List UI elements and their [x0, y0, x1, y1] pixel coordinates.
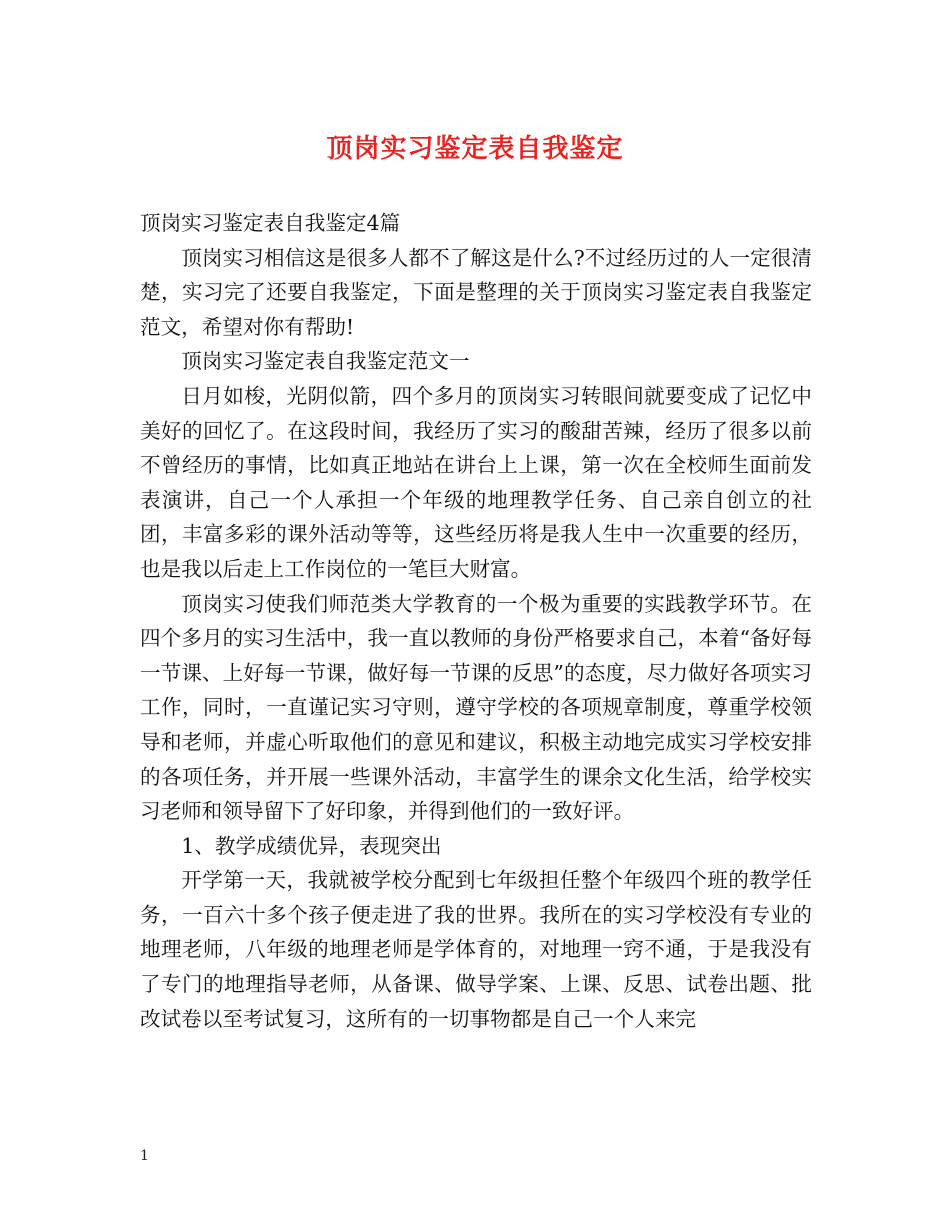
- subsection-heading: 1、教学成绩优异，表现突出: [181, 833, 442, 858]
- body-paragraph: 顶岗实习使我们师范类大学教育的一个极为重要的实践教学环节。在四个多月的实习生活中，我一直以教师的身份严格要求自己，本着“备好每一节课、上好每一节课，做好每一节课的反思”的态度，尽力做好各项实习工作，同时，一直谨记实习守则，遵守学校的各项规章制度，尊重学校领导和老师，并虚心听取他们的意见和建议，积极主动地完成实习学校安排的各项任务，并开展一些课外活动，丰富学生的课余文化生活，给学校实习老师和领导留下了好印象，并得到他们的一致好评。: [140, 591, 812, 824]
- document-title: 顶岗实习鉴定表自我鉴定: [326, 134, 624, 164]
- subtitle-line: 顶岗实习鉴定表自我鉴定4篇: [140, 211, 401, 235]
- body-paragraph: 日月如梭，光阴似箭，四个多月的顶岗实习转眼间就要变成了记忆中美好的回忆了。在这段时间，我经历了实习的酸甜苦辣，经历了很多以前不曾经历的事情，比如真正地站在讲台上上课，第一次在全校师生面前发表演讲，自己一个人承担一个年级的地理教学任务、自己亲自创立的社团，丰富多彩的课外活动等等，这些经历将是我人生中一次重要的经历，也是我以后走上工作岗位的一笔巨大财富。: [140, 383, 812, 581]
- document-body: [140, 206, 812, 1036]
- page-number: 1: [140, 1148, 149, 1164]
- intro-paragraph: 顶岗实习相信这是很多人都不了解这是什么?不过经历过的人一定很清楚，实习完了还要自我鉴定，下面是整理的关于顶岗实习鉴定表自我鉴定范文，希望对你有帮助!: [140, 245, 812, 339]
- body-paragraph: 开学第一天，我就被学校分配到七年级担任整个年级四个班的教学任务，一百六十多个孩子便走进了我的世界。我所在的实习学校没有专业的地理老师，八年级的地理老师是学体育的，对地理一窍不通，于是我没有了专门的地理指导老师，从备课、做导学案、上课、反思、试卷出题、批改试卷以至考试复习，这所有的一切事物都是自己一个人来完: [140, 868, 812, 1031]
- section-heading: 顶岗实习鉴定表自我鉴定范文一: [181, 349, 470, 374]
